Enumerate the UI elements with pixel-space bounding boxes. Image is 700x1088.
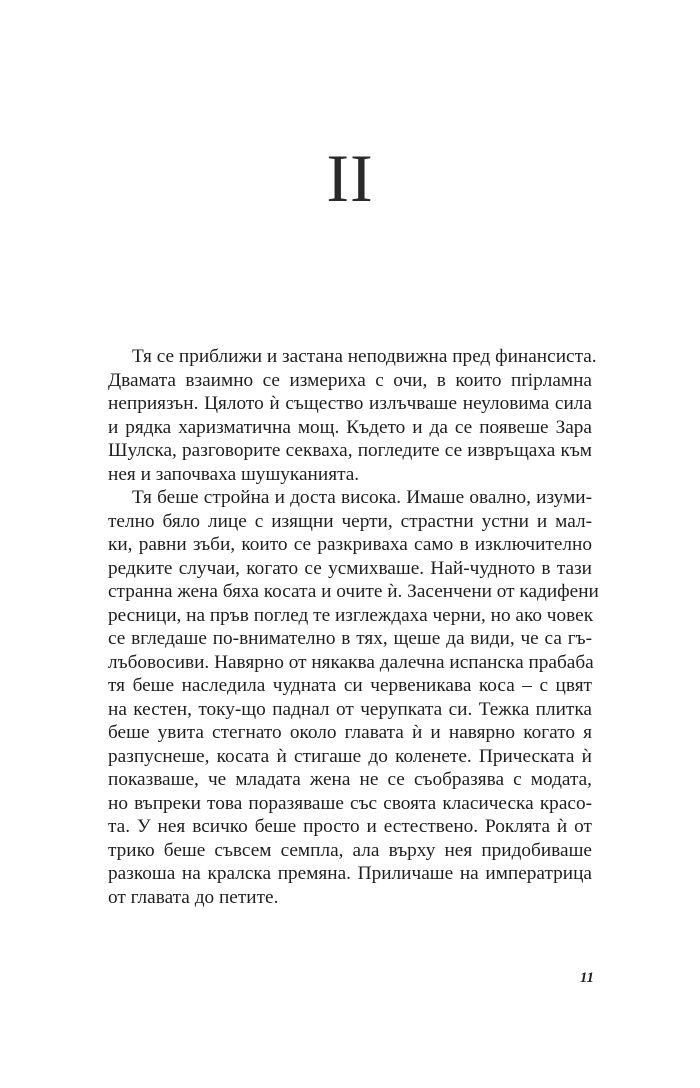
text-line: разпуснеше, косата ѝ стигаше до коленете. Прическата ѝ (108, 745, 592, 767)
body-text (108, 345, 599, 909)
text-line: ресници, на пръв поглед те изглеждаха черни, но ако човек (108, 604, 594, 626)
text-line: и рядка харизматична мощ. Където и да се появеше Зара (108, 416, 592, 438)
text-line: редките случаи, когато се усмихваше. Най-чудното в тази (108, 557, 592, 579)
text-line: странна жена бяха косата и очите ѝ. Засенчени от кадифени (108, 581, 599, 602)
paragraph (108, 345, 597, 486)
text-line: но въпреки това поразяваше със своята класическа красо- (108, 792, 592, 814)
text-line: Тя се приближи и застана неподвижна пред финансиста. (132, 346, 597, 367)
text-line: Тя беше стройна и доста висока. Имаше овално, изуми- (132, 487, 592, 508)
text-line: беше увита стегнато около главата ѝ и навярно когато я (108, 722, 592, 743)
text-line: ки, равни зъби, които се разкриваха само в изключително (108, 534, 592, 555)
text-line: лъбовосиви. Навярно от някаква далечна испанска прабаба (108, 651, 594, 673)
text-line: трико беше съвсем семпла, ала върху нея придобиваше (108, 839, 592, 861)
text-line: та. У нея всичко беше просто и естествено. Роклята ѝ от (108, 816, 592, 837)
paragraph (108, 486, 599, 909)
text-line: Двамата взаимно се измериха с очи, в които пripламна (108, 369, 592, 391)
text-line: тя беше наследила чудната си червеникава коса – с цвят (108, 675, 592, 696)
chapter-number: II (326, 140, 374, 216)
text-line: показваше, че младата жена не се съобразява с модата, (108, 769, 592, 790)
text-line: Шулска, разговорите секваха, погледите се извръщаха към (108, 440, 592, 461)
text-line: телно бяло лице с изящни черти, страстни устни и мал- (108, 510, 592, 532)
text-line: нея и започваха шушуканията. (108, 463, 360, 485)
text-line: се вгледаше по-внимателно в тях, щеше да види, че са гъ- (108, 628, 592, 649)
text-line: неприязън. Цялото ѝ същество излъчваше неуловима сила (108, 393, 592, 414)
page-number: 11 (579, 970, 594, 986)
text-line: разкоша на кралска премяна. Приличаше на императрица (108, 863, 592, 884)
text-line: от главата до петите. (108, 886, 279, 908)
text-line: на кестен, току-що паднал от черупката си. Тежка плитка (108, 698, 592, 720)
